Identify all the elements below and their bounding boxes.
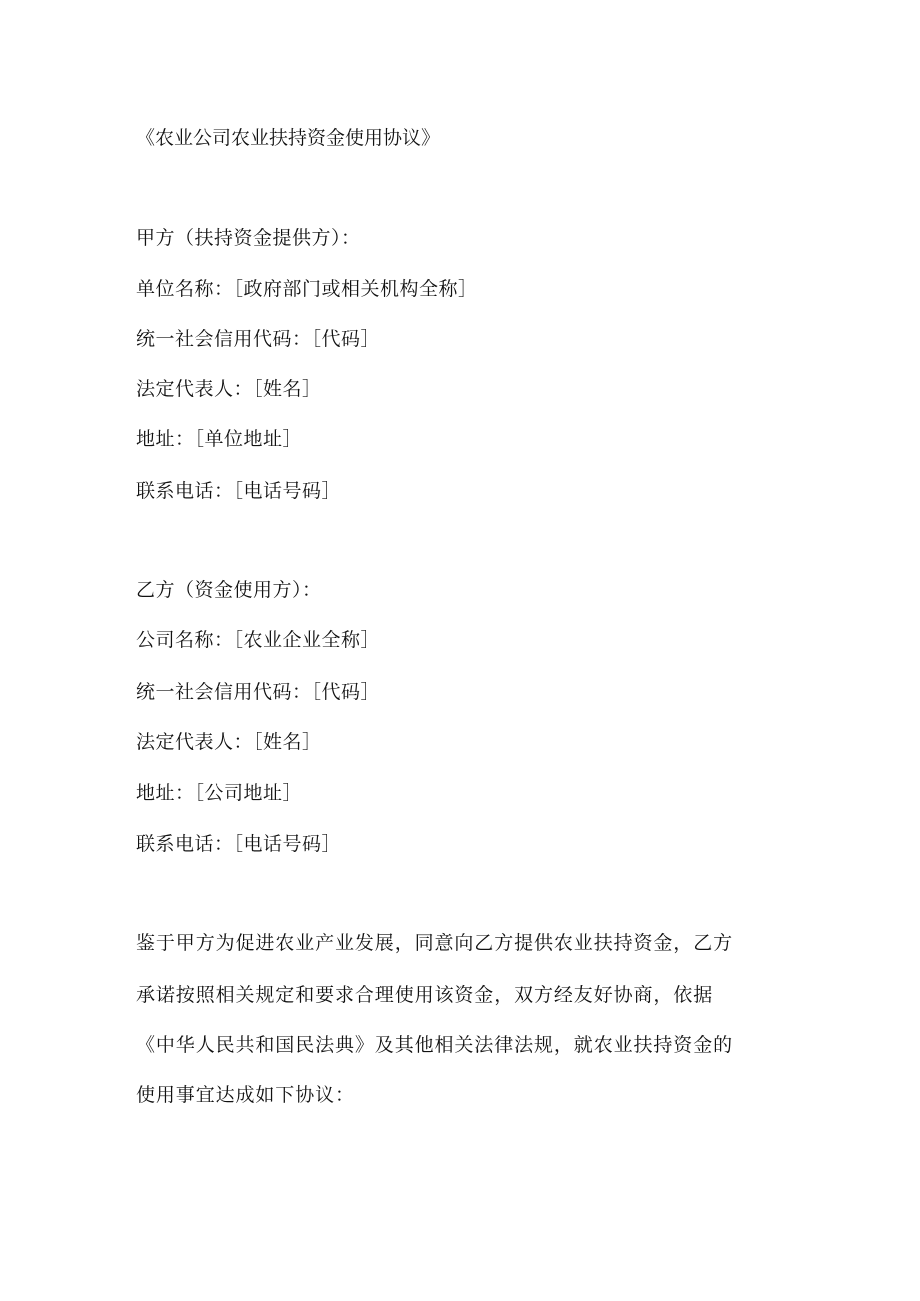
party-a-address: 地址：［单位地址］	[136, 428, 303, 450]
party-a-name: 单位名称：［政府部门或相关机构全称］	[136, 278, 478, 300]
party-b-phone: 联系电话：［电话号码］	[136, 833, 342, 855]
party-b-name: 公司名称：［农业企业全称］	[136, 629, 381, 651]
party-b-heading: 乙方（资金使用方）：	[136, 579, 322, 601]
preamble-line: 承诺按照相关规定和要求合理使用该资金，双方经友好协商，依据	[136, 984, 714, 1006]
preamble-line: 《中华人民共和国民法典》及其他相关法律法规，就农业扶持资金的	[136, 1034, 734, 1056]
party-b-representative: 法定代表人：［姓名］	[136, 731, 322, 753]
party-a-representative: 法定代表人：［姓名］	[136, 378, 322, 400]
party-a-phone: 联系电话：［电话号码］	[136, 480, 342, 502]
preamble-line: 鉴于甲方为促进农业产业发展，同意向乙方提供农业扶持资金，乙方	[136, 932, 734, 954]
party-a-heading: 甲方（扶持资金提供方）：	[136, 227, 361, 249]
party-a-credit-code: 统一社会信用代码：［代码］	[136, 328, 381, 350]
document-title: 《农业公司农业扶持资金使用协议》	[136, 127, 441, 149]
party-b-address: 地址：［公司地址］	[136, 782, 303, 804]
party-b-credit-code: 统一社会信用代码：［代码］	[136, 681, 381, 703]
preamble-line: 使用事宜达成如下协议：	[136, 1084, 355, 1106]
